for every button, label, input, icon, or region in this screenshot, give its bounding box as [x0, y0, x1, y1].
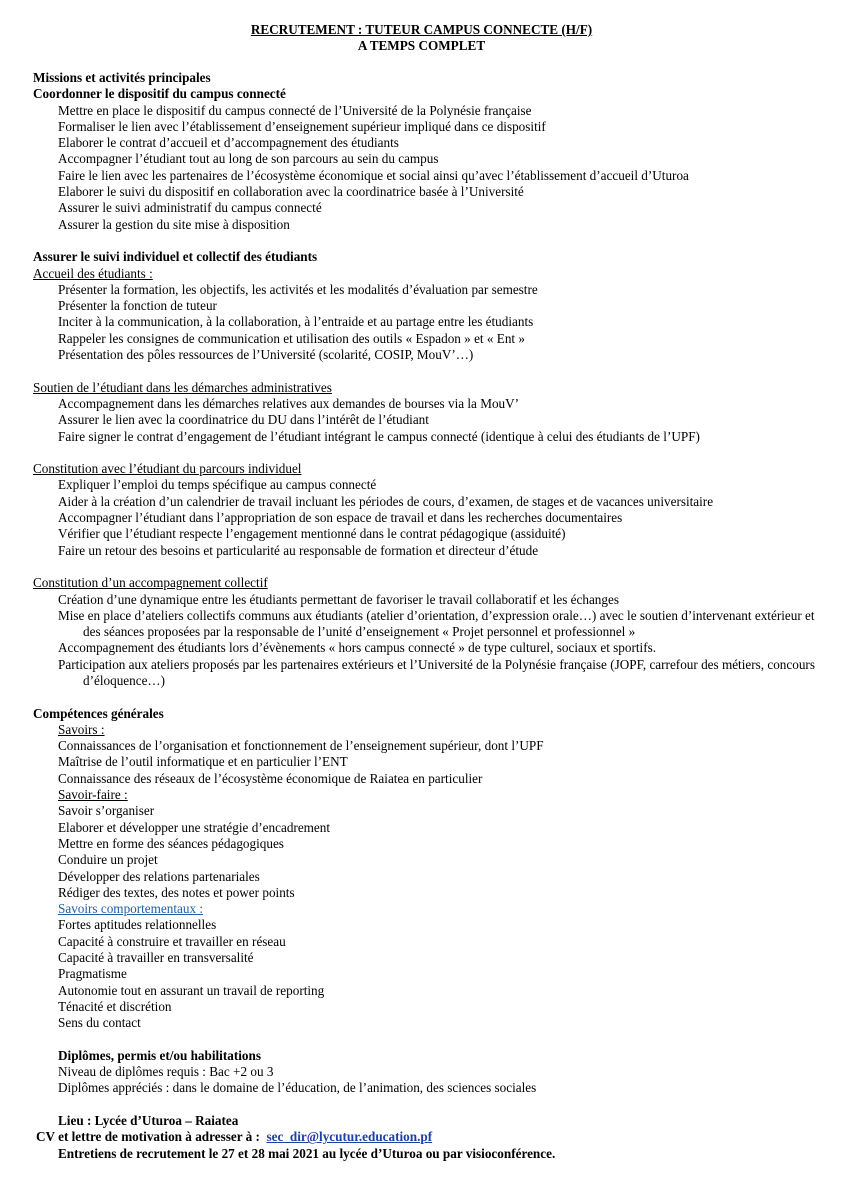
list-item: Capacité à travailler en transversalité [58, 950, 254, 966]
list-item: Accompagner l’étudiant dans l’appropriation de son espace de travail et dans les recherches documentaires [58, 510, 623, 526]
list-item: Elaborer le suivi du dispositif en collaboration avec la coordinatrice basée à l’Université [58, 184, 524, 200]
list-item: Assurer la gestion du site mise à disposition [58, 216, 290, 232]
list-item: Mise en place d’ateliers collectifs communs aux étudiants (atelier d’orientation, d’expression orale…) avec le soutien d’intervenant extérieur et des séances proposées par la responsable de l’unité d’enseignement « Projet personnel et professionnel » [58, 607, 815, 640]
list-item: Aider à la création d’un calendrier de travail incluant les périodes de cours, d’examen, de stages et de vacances universitaire [58, 493, 714, 509]
list-item: Niveau de diplômes requis : Bac +2 ou 3 [58, 1064, 274, 1080]
savoirs-list [33, 738, 823, 787]
collectif-list [33, 592, 823, 690]
savoirs-comportementaux-link[interactable]: Savoirs comportementaux : [58, 901, 204, 917]
savoir-faire-list [33, 803, 823, 901]
list-item: Pragmatisme [58, 966, 127, 982]
diplomes-list [33, 1064, 823, 1097]
coordonner-list [33, 103, 823, 233]
list-item: Faire signer le contrat d’engagement de l’étudiant intégrant le campus connecté (identique à celui des étudiants de l’UPF) [58, 428, 700, 444]
cv-line [33, 1129, 823, 1145]
spacer [33, 363, 823, 379]
list-item: Fortes aptitudes relationnelles [58, 917, 217, 933]
spacer [33, 233, 823, 249]
title-prefix: RECRUTEMENT : [250, 22, 363, 37]
list-item: Présentation des pôles ressources de l’Université (scolarité, COSIP, MouV’…) [58, 347, 474, 363]
spacer [33, 559, 823, 575]
soutien-heading: Soutien de l’étudiant dans les démarches administratives [33, 379, 332, 395]
list-item: Savoir s’organiser [58, 803, 155, 819]
list-item: Elaborer le contrat d’accueil et d’accompagnement des étudiants [58, 135, 399, 151]
list-item: Conduire un projet [58, 852, 158, 868]
list-item: Accompagner l’étudiant tout au long de son parcours au sein du campus [58, 151, 439, 167]
title-rest: TUTEUR CAMPUS CONNECTE (H/F) [362, 22, 593, 37]
cv-label: CV et lettre de motivation à adresser à : [36, 1129, 260, 1145]
list-item: Connaissances de l’organisation et fonctionnement de l’enseignement supérieur, dont l’UPF [58, 738, 544, 754]
spacer [33, 1032, 823, 1048]
comportementaux-list [33, 917, 823, 1031]
spacer [33, 445, 823, 461]
page-title [0, 22, 843, 38]
diplomes-heading: Diplômes, permis et/ou habilitations [58, 1047, 261, 1063]
list-item: Capacité à construire et travailler en réseau [58, 933, 286, 949]
list-item: Création d’une dynamique entre les étudiants permettant de favoriser le travail collaboratif et les échanges [58, 591, 619, 607]
list-item: Formaliser le lien avec l’établissement d’enseignement supérieur impliqué dans ce dispositif [58, 118, 546, 134]
spacer [33, 689, 823, 705]
list-item: Rappeler les consignes de communication et utilisation des outils « Espadon » et « Ent » [58, 330, 525, 346]
list-item: Rédiger des textes, des notes et power points [58, 884, 295, 900]
list-item: Accompagnement dans les démarches relatives aux demandes de bourses via la MouV’ [58, 395, 520, 411]
list-item: Maîtrise de l’outil informatique et en particulier l’ENT [58, 754, 348, 770]
list-item: Participation aux ateliers proposés par les partenaires extérieurs et l’Université de la Polynésie française (JOPF, carrefour des métiers, concours d’éloquence…) [58, 656, 815, 688]
accueil-heading: Accueil des étudiants : [33, 265, 153, 281]
missions-heading: Missions et activités principales [33, 70, 211, 85]
list-item: Présenter la formation, les objectifs, les activités et les modalités d’évaluation par semestre [58, 281, 538, 297]
competences-heading: Compétences générales [33, 705, 164, 721]
list-item: Accompagnement des étudiants lors d’évènements « hors campus connecté » de type culturel, sociaux et sportifs. [58, 640, 657, 656]
list-item: Autonomie tout en assurant un travail de reporting [58, 982, 325, 998]
parcours-heading: Constitution avec l’étudiant du parcours individuel [33, 461, 302, 477]
list-item: Expliquer l’emploi du temps spécifique au campus connecté [58, 477, 377, 493]
list-item: Faire le lien avec les partenaires de l’écosystème économique et social ainsi qu’avec l’établissement d’accueil d’Uturoa [58, 167, 689, 183]
document-body [33, 70, 823, 1162]
list-item: Assurer le suivi administratif du campus connecté [58, 200, 322, 216]
list-item: Faire un retour des besoins et particularité au responsable de formation et directeur d’étude [58, 542, 539, 558]
spacer [33, 1097, 823, 1113]
list-item: Assurer le lien avec la coordinatrice du DU dans l’intérêt de l’étudiant [58, 412, 429, 428]
suivi-heading: Assurer le suivi individuel et collectif des étudiants [33, 249, 318, 265]
coordonner-heading: Coordonner le dispositif du campus connecté [33, 86, 286, 102]
parcours-list [33, 477, 823, 558]
list-item: Sens du contact [58, 1015, 141, 1031]
list-item: Mettre en forme des séances pédagogiques [58, 835, 284, 851]
soutien-list [33, 396, 823, 445]
accueil-list [33, 282, 823, 363]
list-item: Développer des relations partenariales [58, 868, 260, 884]
list-item: Ténacité et discrétion [58, 998, 172, 1014]
collectif-heading: Constitution d’un accompagnement collectif [33, 575, 268, 591]
list-item: Diplômes appréciés : dans le domaine de l’éducation, de l’animation, des sciences sociales [58, 1080, 537, 1096]
email-link[interactable]: sec_dir@lycutur.education.pf [266, 1129, 433, 1145]
list-item: Elaborer et développer une stratégie d’encadrement [58, 819, 331, 835]
list-item: Présenter la fonction de tuteur [58, 298, 217, 314]
savoirs-heading: Savoirs : [58, 721, 105, 737]
lieu-text: Lieu : Lycée d’Uturoa – Raiatea [58, 1113, 239, 1128]
list-item: Connaissance des réseaux de l’écosystème économique de Raiatea en particulier [58, 770, 483, 786]
savoir-faire-heading: Savoir-faire : [58, 787, 128, 803]
list-item: Inciter à la communication, à la collaboration, à l’entraide et au partage entre les étudiants [58, 314, 534, 330]
list-item: Vérifier que l’étudiant respecte l’engagement mentionné dans le contrat pédagogique (assiduité) [58, 526, 566, 542]
list-item: Mettre en place le dispositif du campus connecté de l’Université de la Polynésie française [58, 102, 532, 118]
entretiens-text: Entretiens de recrutement le 27 et 28 mai 2021 au lycée d’Uturoa ou par visioconférence. [58, 1145, 556, 1161]
page-subtitle: A TEMPS COMPLET [357, 38, 486, 53]
